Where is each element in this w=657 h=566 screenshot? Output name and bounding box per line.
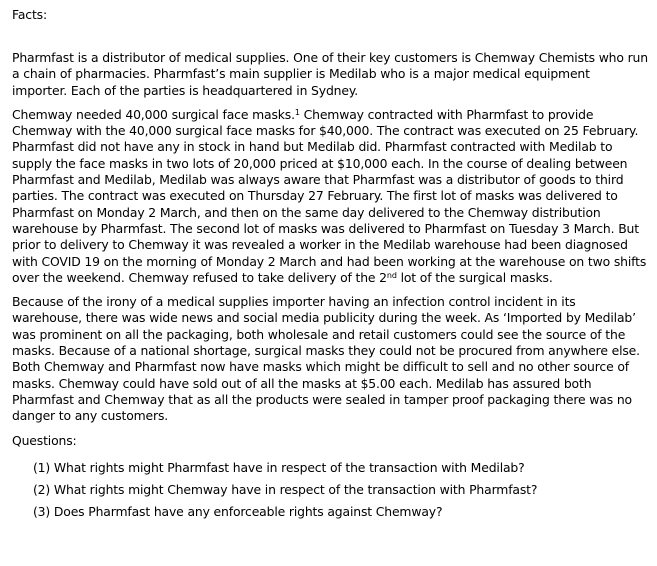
question-item: (3) Does Pharmfast have any enforceable rights against Chemway? bbox=[33, 503, 443, 519]
questions-heading: Questions: bbox=[12, 432, 77, 448]
question-item: (2) What rights might Chemway have in respect of the transaction with Pharmfast? bbox=[33, 481, 538, 497]
facts-heading: Facts: bbox=[12, 7, 47, 22]
question-item: (1) What rights might Pharmfast have in respect of the transaction with Medilab? bbox=[33, 459, 525, 475]
facts-paragraph-1: Pharmfast is a distributor of medical supplies. One of their key customers is Chemway Chemists who run a chain of pharmacies. Pharmfast’s main supplier is Medilab who is a major medical equipment importer. Each of the parties is headquartered in Sydney. bbox=[12, 50, 648, 98]
paragraph-2-text-middle: Chemway contracted with Pharmfast to provide Chemway with the 40,000 surgical face masks for $40,000. The contract was executed on 25 February. Pharmfast did not have any in stock in hand but Medilab did. Pharmfast contracted with Medilab to supply the face masks in two lots of 20,000 priced at $10,000 each. In the course of dealing between Pharmfast and Medilab, Medilab was always aware that Pharmfast was a distributor of goods to third parties. The contract was executed on Thursday 27 February. The first lot of masks was delivered to Pharmfast on Monday 2 March, and then on the same day delivered to the Chemway distribution warehouse by Pharmfast. The second lot of masks was delivered to Pharmfast on Tuesday 3 March. But prior to delivery to Chemway it was revealed a worker in the Medilab warehouse had been diagnosed with COVID 19 on the morning of Monday 2 March and had been working at the warehouse on two shifts over the weekend. Chemway refused to take delivery of the 2 bbox=[12, 106, 647, 285]
paragraph-2-text-end: lot of the surgical masks. bbox=[396, 269, 553, 285]
ordinal-suffix: nd bbox=[386, 270, 397, 280]
paragraph-2-text-start: Chemway needed 40,000 surgical face masks. bbox=[12, 106, 295, 122]
facts-paragraph-3: Because of the irony of a medical supplies importer having an infection control incident in its warehouse, there was wide news and social media publicity during the week. As ‘Imported by Medilab’ was prominent on all the packaging, both wholesale and retail customers could see the source of the masks. Because of a national shortage, surgical masks they could not be procured from anywhere else. Both Chemway and Pharmfast now have masks which might be difficult to sell and no other source of masks. Chemway could have sold out of all the masks at $5.00 each. Medilab has assured both Pharmfast and Chemway that as all the products were sealed in tamper proof packaging there was no danger to any customers. bbox=[12, 294, 640, 424]
facts-paragraph-2 bbox=[12, 107, 648, 286]
questions-list bbox=[12, 458, 648, 521]
footnote-marker: 1 bbox=[294, 107, 300, 117]
document-page bbox=[12, 0, 648, 524]
